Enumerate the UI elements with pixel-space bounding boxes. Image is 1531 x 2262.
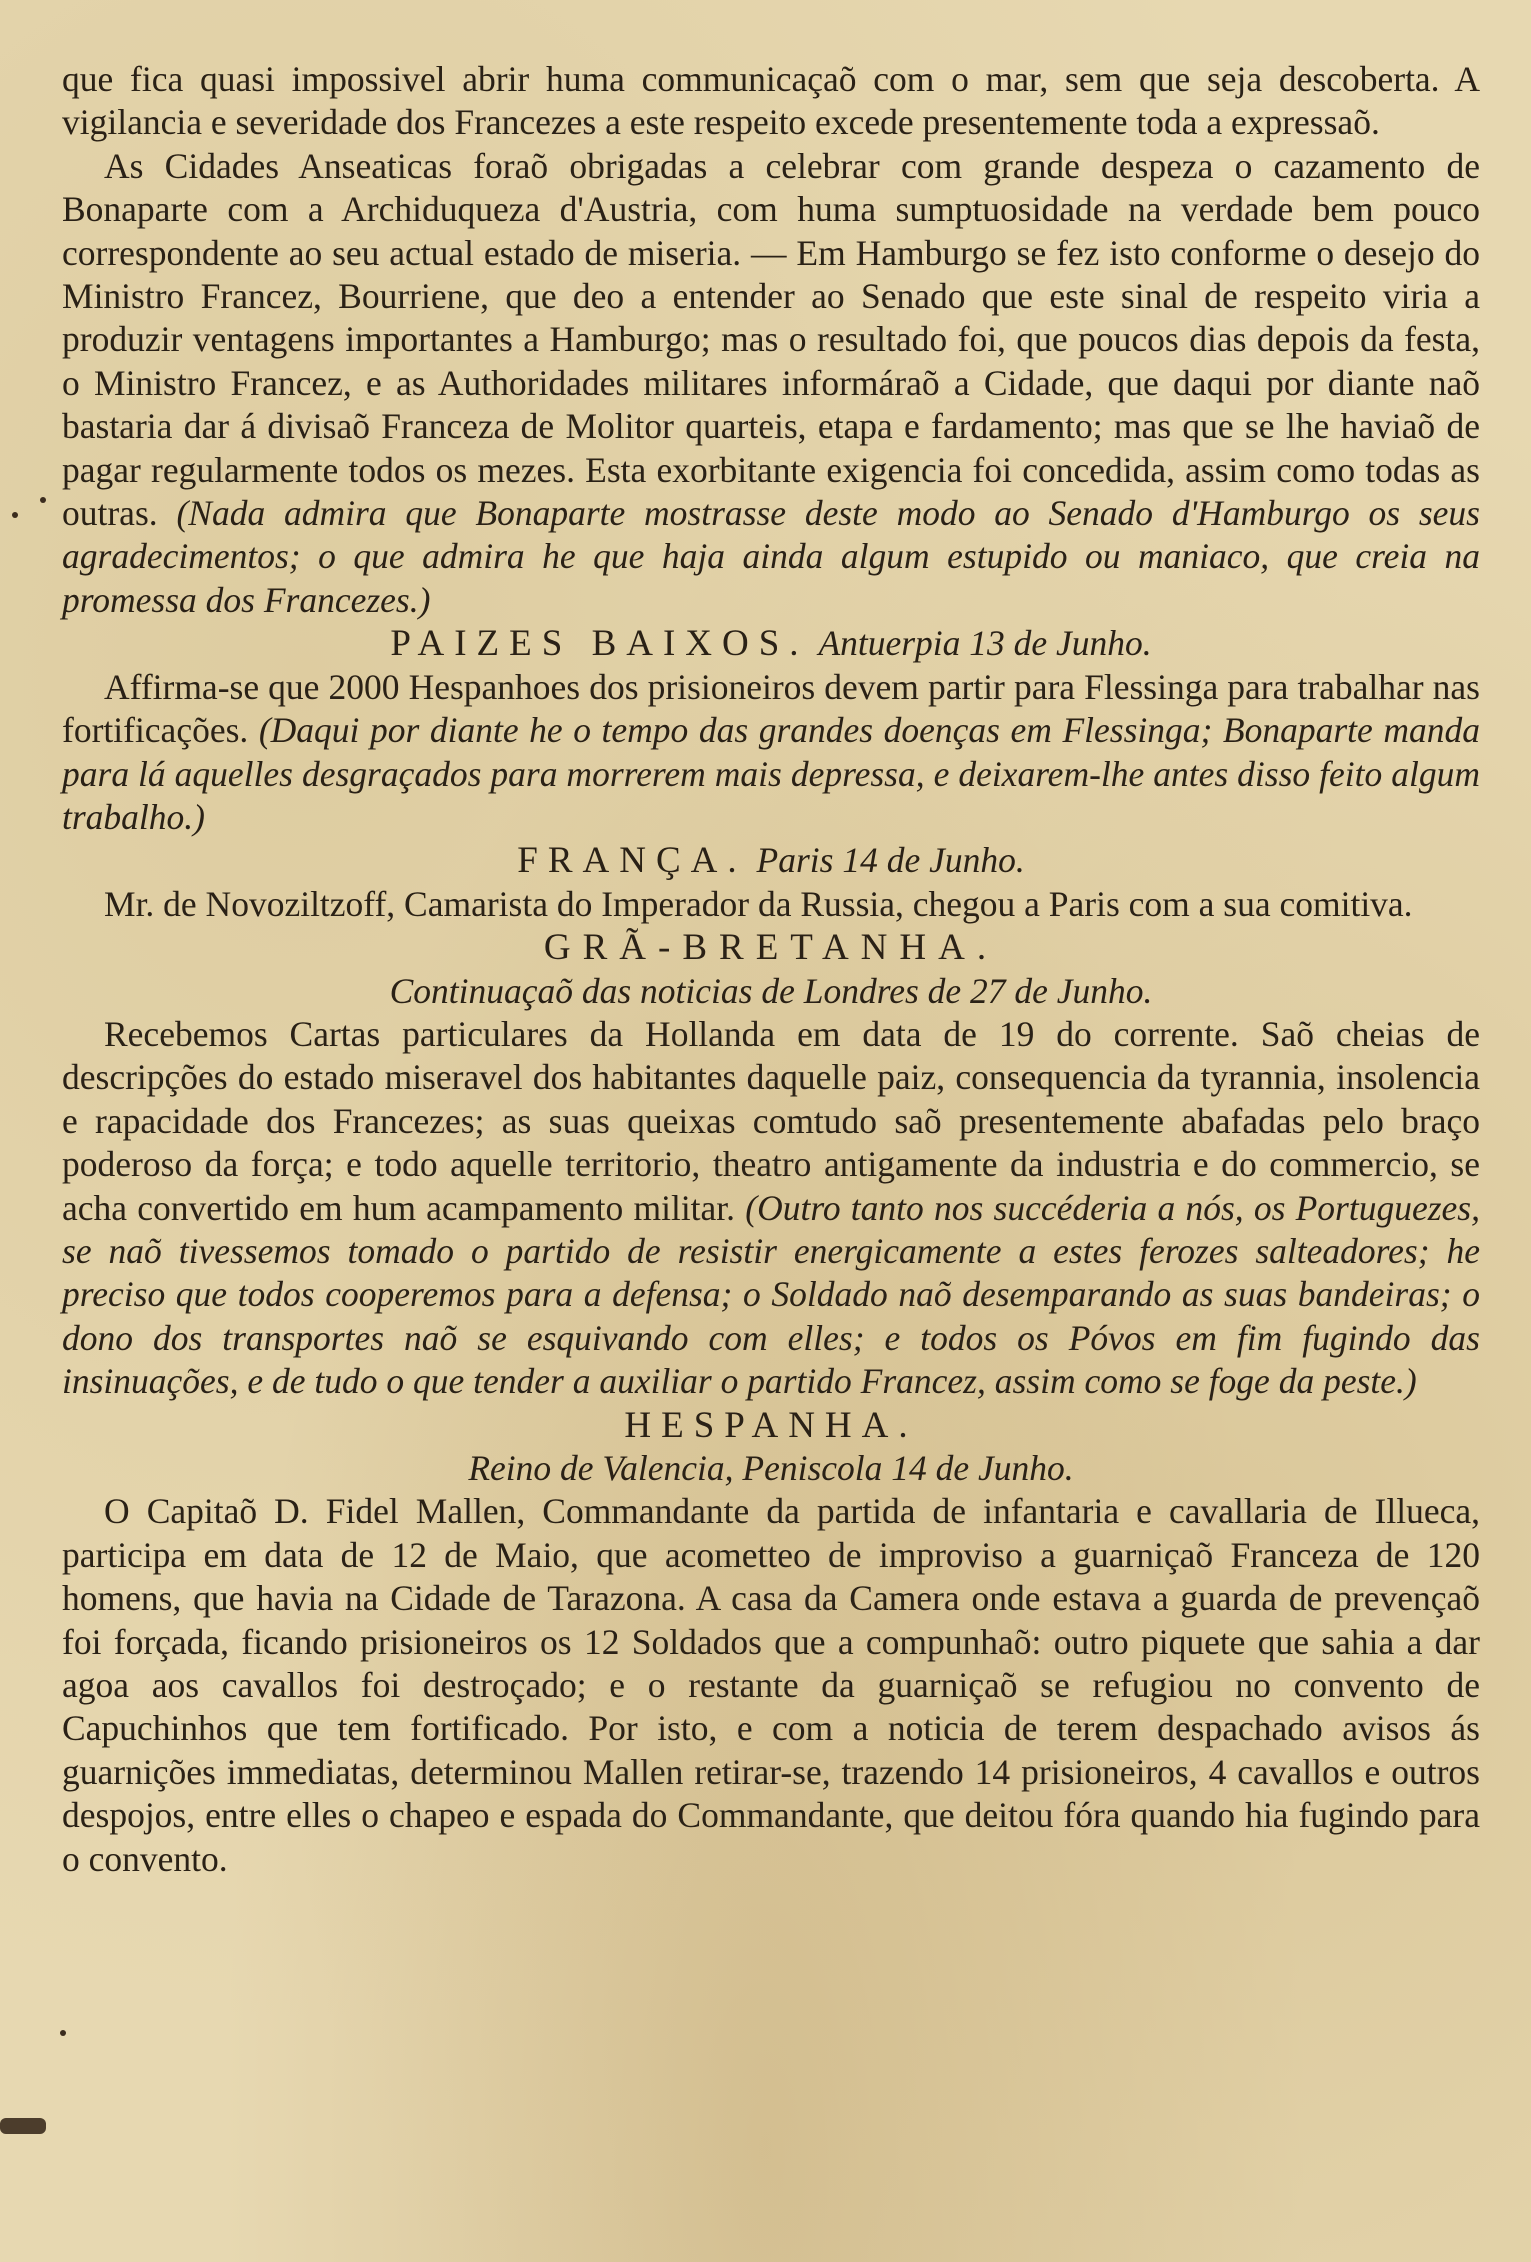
paragraph-hanseatic-cities — [62, 145, 1480, 622]
ink-spot — [40, 497, 46, 503]
ink-mark — [0, 2118, 46, 2134]
heading-country: HESPANHA. — [624, 1404, 918, 1446]
section-heading-hespanha — [62, 1404, 1480, 1447]
heading-dateline: Reino de Valencia, Peniscola 14 de Junho. — [468, 1448, 1074, 1488]
paragraph-text: Affirma-se que 2000 Hespanhoes dos prisioneiros devem partir para Flessinga para trabalhar nas fortificações. — [62, 666, 1480, 751]
heading-dateline: Antuerpia 13 de Junho. — [818, 623, 1152, 664]
heading-country: GRÃ-BRETANHA. — [543, 927, 999, 969]
heading-dateline: Paris 14 de Junho. — [756, 840, 1025, 881]
paragraph-text: Recebemos Cartas particulares da Hollanda em data de 19 do corrente. Saõ cheias de descripções do estado miseravel dos habitantes daquelle paiz, consequencia da tyrannia, insolencia e rapacidade dos Francezes; as suas queixas comtudo saõ presentemente abafadas pelo braço poderoso da força; e todo aquelle territorio, theatro antigamente da industria e do commercio, se acha convertido em hum acampamento militar. — [62, 1013, 1480, 1228]
section-heading-franca — [62, 839, 1480, 882]
heading-country: FRANÇA. — [517, 840, 747, 882]
paragraph-mallen: O Capitaõ D. Fidel Mallen, Commandante da partida de infantaria e cavallaria de Illueca, participa em data de 12 de Maio, que acometteo de improviso a guarniçaõ Franceza de 120 homens, que havia na Cidade de Tarazona. A casa da Camera onde estava a guarda de prevençaõ foi forçada, ficando prisioneiros os 12 Soldados que a compunhaõ: outro piquete que sahia a dar agoa aos cavallos foi destroçado; e o restante da guarniçaõ se refugiou no convento de Capuchinhos que tem fortificado. Por isto, e com a noticia de terem despachado avisos ás guarnições immediatas, determinou Mallen retirar-se, trazendo 14 prisioneiros, 4 cavallos e outros despojos, entre elles o chapeo e espada do Commandante, que deitou fóra quando hia fugindo para o convento. — [62, 1491, 1480, 1879]
editorial-note: (Nada admira que Bonaparte mostrasse deste modo ao Senado d'Hamburgo os seus agradecimentos; o que admira he que haja ainda algum estupido ou maniaco, que creia na promessa dos Francezes.) — [62, 493, 1480, 620]
paragraph-hollanda — [62, 1013, 1480, 1404]
section-subheading-londres — [62, 970, 1480, 1013]
ink-spot — [12, 512, 18, 518]
section-heading-gra-bretanha — [62, 926, 1480, 969]
paragraph-flessinga — [62, 666, 1480, 840]
section-heading-paizes-baixos — [62, 622, 1480, 665]
editorial-note: (Daqui por diante he o tempo das grandes doenças em Flessinga; Bonaparte manda para lá aquelles desgraçados para morrerem mais depressa, e deixarem-lhe antes disso feito algum trabalho.) — [62, 710, 1480, 837]
newspaper-page — [62, 58, 1480, 1881]
editorial-note: (Outro tanto nos succéderia a nós, os Portuguezes, se naõ tivessemos tomado o partido de resistir energicamente a estes ferozes salteadores; he preciso que todos cooperemos para a defensa; o Soldado naõ desemparando as suas bandeiras; o dono dos transportes naõ se esquivando com elles; e todos os Póvos em fim fugindo das insinuações, e de tudo o que tender a auxiliar o partido Francez, assim como se foge da peste.) — [62, 1187, 1480, 1402]
section-subheading-valencia — [62, 1447, 1480, 1490]
ink-spot — [60, 2030, 66, 2036]
paragraph-text: As Cidades Anseaticas foraõ obrigadas a celebrar com grande despeza o cazamento de Bonaparte com a Archiduqueza d'Austria, com huma sumptuosidade na verdade bem pouco correspondente ao seu actual estado de miseria. — Em Hamburgo se fez isto conforme o desejo do Ministro Francez, Bourriene, que deo a entender ao Senado que este sinal de respeito viria a produzir ventagens importantes a Hamburgo; mas o resultado foi, que poucos dias depois da festa, o Ministro Francez, e as Authoridades militares informáraõ a Cidade, que daqui por diante naõ bastaria dar á divisaõ Franceza de Molitor quarteis, etapa e fardamento; mas que se lhe haviaõ de pagar regularmente todos os mezes. Esta exorbitante exigencia foi concedida, assim como todas as outras. — [62, 145, 1480, 534]
paragraph-continuation: que fica quasi impossivel abrir huma communicaçaõ com o mar, sem que seja descoberta. A vigilancia e severidade dos Francezes a este respeito excede presentemente toda a expressaõ. — [62, 59, 1480, 143]
paragraph-novoziltzoff: Mr. de Novoziltzoff, Camarista do Imperador da Russia, chegou a Paris com a sua comitiva. — [104, 883, 1413, 924]
heading-country: PAIZES BAIXOS. — [390, 623, 809, 665]
heading-dateline: Continuaçaõ das noticias de Londres de 27 de Junho. — [389, 970, 1153, 1011]
